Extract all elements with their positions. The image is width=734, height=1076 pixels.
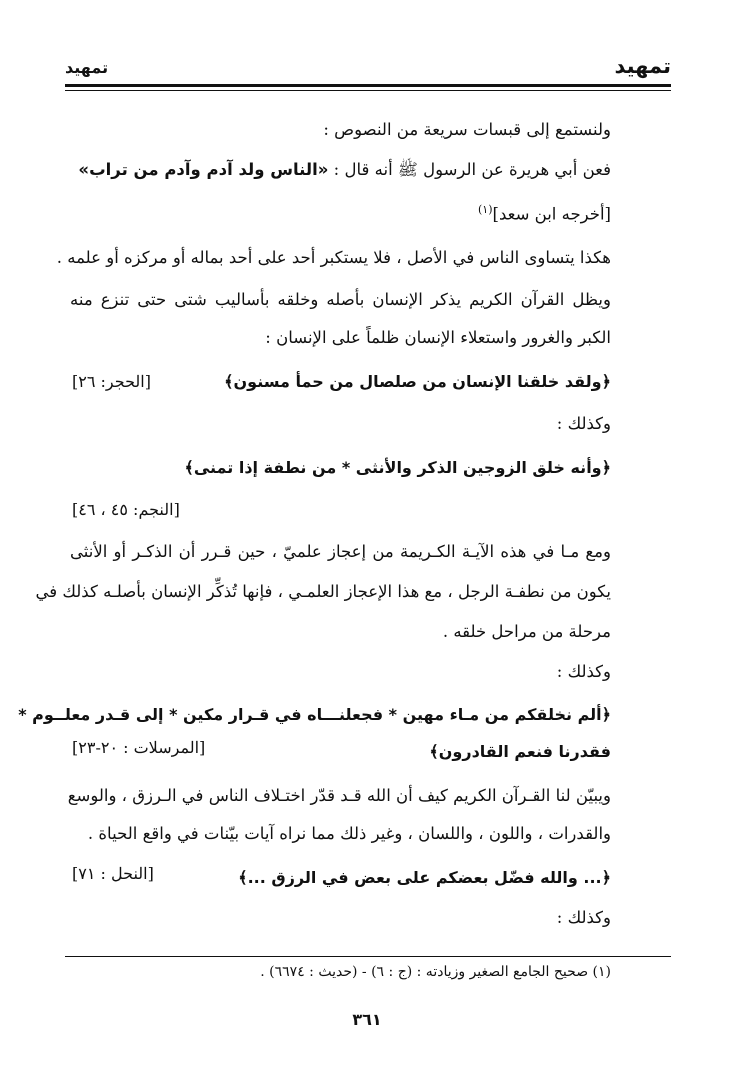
citation-text: [أخرجه ابن سعد] <box>492 204 611 224</box>
verse-hijr: ﴿ولقد خلقنا الإنسان من صلصال من حمأ مسنون﴾ <box>224 372 611 391</box>
body-line-provision: ويبيّن لنا القـرآن الكريم كيف أن الله قـد قدّر اختـلاف الناس في الـرزق ، والوسع <box>67 786 611 805</box>
body-line-arrogance: الكبر والغرور واستعلاء الإنسان ظلماً على الإنسان : <box>265 328 611 347</box>
page-header <box>65 48 671 94</box>
verse-mursalat-ref: [المرسلات : ٢٠-٢٣] <box>72 738 206 757</box>
verse-mursalat-line-2: فقدرنا فنعم القادرون﴾ <box>429 742 611 761</box>
body-line-equality: هكذا يتساوى الناس في الأصل ، فلا يستكبر أحد على أحد بماله أو مركزه أو علمه . <box>56 248 611 267</box>
body-line-abilities: والقدرات ، واللون ، واللسان ، وغير ذلك مما نراه آيات بيّنات في واقع الحياة . <box>87 824 611 843</box>
hadith-prefix: فعن أبي هريرة عن الرسول ﷺ أنه قال : <box>328 160 611 179</box>
header-title-left: تمهيد <box>65 58 109 77</box>
body-line-miracle: ومع مـا في هذه الآيـة الكـريمة من إعجاز علميّ ، حين قـرر أن الذكـر أو الأنثى <box>70 542 611 561</box>
body-line-likewise-1: وكذلك : <box>556 414 611 433</box>
verse-najm: ﴿وأنه خلق الزوجين الذكر والأنثى * من نطفة إذا تمنى﴾ <box>184 458 611 477</box>
header-title-right: تمهيد <box>614 54 671 78</box>
header-rule-thin <box>65 90 671 91</box>
body-line-likewise-2: وكذلك : <box>556 662 611 681</box>
body-line-sperm: يكون من نطفـة الرجل ، مع هذا الإعجاز العلمـي ، فإنها تُذكِّر الإنسان بأصلـه كذلك في <box>35 582 611 601</box>
footnote: (١) صحيح الجامع الصغير وزيادته : (ج : ٦) - (حديث : ٦٦٧٤) . <box>260 964 611 980</box>
body-line-intro: ولنستمع إلى قبسات سريعة من النصوص : <box>323 120 611 139</box>
header-rule-thick <box>65 84 671 87</box>
body-line-likewise-3: وكذلك : <box>556 908 611 927</box>
verse-nahl-ref: [النحل : ٧١] <box>72 864 154 883</box>
body-line-citation <box>70 198 611 222</box>
body-line-quran-reminds: ويظل القرآن الكريم يذكر الإنسان بأصله وخلقه بأساليب شتى حتى تنزع منه <box>70 290 611 309</box>
verse-mursalat-line-1: ﴿ألم نخلقكم من مـاء مهين * فجعلنـــاه في قـرار مكين * إلى قـدر معلــوم * <box>18 705 611 724</box>
hadith-quote: «الناس ولد آدم وآدم من تراب» <box>78 160 329 179</box>
verse-nahl: ﴿... والله فضّل بعضكم على بعض في الرزق ...﴾ <box>238 868 611 887</box>
verse-najm-ref: [النجم: ٤٥ ، ٤٦] <box>72 500 180 519</box>
body-line-hadith <box>70 158 611 182</box>
footnote-marker: (١) <box>478 203 493 216</box>
verse-hijr-ref: [الحجر: ٢٦] <box>72 372 151 391</box>
body-line-stage: مرحلة من مراحل خلقه . <box>442 622 611 641</box>
footnote-rule <box>65 956 671 957</box>
page-number: ٣٦١ <box>352 1010 382 1029</box>
